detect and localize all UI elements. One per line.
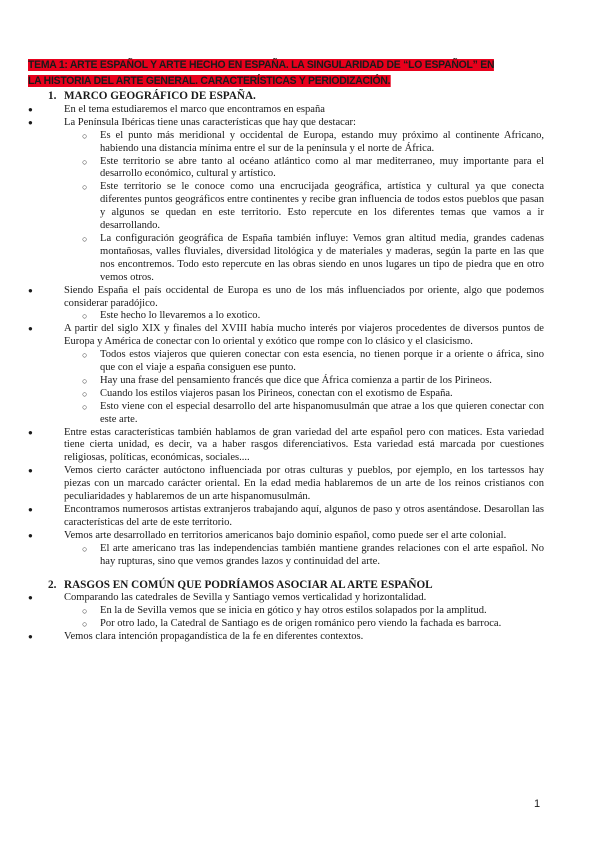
document-body: [28, 90, 544, 644]
bullet-item: ● Vemos clara intención propagandística de la fe en diferentes contextos.: [28, 631, 544, 644]
sub-bullet-item: ○ El arte americano tras las independencias también mantiene grandes relaciones con el arte español. No hay rupturas, sino que vemos grandes lazos y continuidad del arte.: [28, 543, 544, 569]
bullet-item: ● A partir del siglo XIX y finales del XVIII había mucho interés por viajeros procedentes de diversos puntos de Europa y América de conectar con lo oriental y exótico que rompe con lo clásico y el clasicismo.: [28, 323, 544, 349]
bullet-item: ● Siendo España el país occidental de Europa es uno de los más influenciados por oriente, algo que podemos considerar paradójico.: [28, 285, 544, 311]
bullet-item: ● Entre estas características también hablamos de gran variedad del arte español pero con matices. Esta variedad tiene cierta unidad, es decir, va a haber rasgos diferenciativos. Esta variedad está marcada por cuestiones religiosas, políticas, económicas, sociales....: [28, 427, 544, 466]
bullet-item: ● Encontramos numerosos artistas extranjeros trabajando aquí, algunos de paso y otros asentándose. Desarollan las características del arte de este territorio.: [28, 504, 544, 530]
sub-bullet-item: ○ Esto viene con el especial desarrollo del arte hispanomusulmán que atrae a los que quieren conectar con este arte.: [28, 401, 544, 427]
section-number: 1.: [48, 90, 57, 102]
sub-bullet-item: ○ Por otro lado, la Catedral de Santiago es de origen románico pero viendo la fachada es barroca.: [28, 618, 544, 631]
title-highlight: TEMA 1: ARTE ESPAÑOL Y ARTE HECHO EN ESPAÑA. LA SINGULARIDAD DE “LO ESPAÑOL” EN LA HISTORIA DEL ARTE GENERAL. CARACTERÍSTICAS Y PERIODIZACIÓN.: [28, 59, 495, 87]
sub-bullet-item: ○ Hay una frase del pensamiento francés que dice que África comienza a partir de los Pirineos.: [28, 375, 544, 388]
sub-bullet-item: ○ Este territorio se abre tanto al océano atlántico como al mar mediterraneo, muy importante para el desarrollo económico, cultural y artístico.: [28, 156, 544, 182]
sub-bullet-item: ○ Es el punto más meridional y occidental de Europa, estando muy próximo al continente Africano, habiendo una distancia mínima entre el sur de la península y el norte de África.: [28, 130, 544, 156]
page-number: 1: [534, 798, 541, 810]
section-2-heading: [48, 579, 544, 592]
sub-bullet-item: ○ Este hecho lo llevaremos a lo exotico.: [28, 310, 544, 323]
document-title: [28, 58, 508, 89]
section-title: MARCO GEOGRÁFICO DE ESPAÑA.: [64, 90, 256, 102]
sub-bullet-item: ○ Este territorio se le conoce como una encrucijada geográfica, artística y cultural ya que conecta diferentes puntos geográficos entre continentes y recibe gran influencia de todos estos pueblos que pasan y algunos se quedan en este territorio. Esto repercute en los diferentes temas que vamos a ir desarrollando.: [28, 181, 544, 233]
sub-bullet-item: ○ En la de Sevilla vemos que se inicia en gótico y hay otros estilos solapados por la amplitud.: [28, 605, 544, 618]
sub-bullet-item: ○ La configuración geográfica de España también influye: Vemos gran altitud media, grandes cadenas montañosas, valles fluviales, diversidad litológica y de materiales y maderas, según la parte en las que nos encontremos. Todo esto repercute en las obras siendo en unos lugares un tipo de piedra que en otro vemos otros.: [28, 233, 544, 285]
bullet-item: ● La Península Ibéricas tiene unas características que hay que destacar:: [28, 117, 544, 130]
section-1-heading: [48, 90, 544, 103]
section-number: 2.: [48, 578, 57, 591]
sub-bullet-item: ○ Cuando los estilos viajeros pasan los Pirineos, conectan con el exotismo de España.: [28, 388, 544, 401]
bullet-item: ● Comparando las catedrales de Sevilla y Santiago vemos verticalidad y horizontalidad.: [28, 592, 544, 605]
bullet-item: ● Vemos cierto carácter autóctono influenciada por otras culturas y pueblos, por ejemplo, en los tartessos hay piezas con un marcado carácter oriental. En la edad media hablaremos de un arte de los reinos cristianos con peculiaridades y hablaremos de un arte hispanomusulmán.: [28, 465, 544, 504]
sub-bullet-item: ○ Todos estos viajeros que quieren conectar con esta esencia, no tienen porque ir a oriente o áfrica, sino que con el viaje a españa consiguen ese punto.: [28, 349, 544, 375]
bullet-item: ● Vemos arte desarrollado en territorios americanos bajo dominio español, como puede ser el arte colonial.: [28, 530, 544, 543]
section-title: RASGOS EN COMÚN QUE PODRÍAMOS ASOCIAR AL ARTE ESPAÑOL: [64, 578, 433, 591]
bullet-item: ● En el tema estudiaremos el marco que encontramos en españa: [28, 104, 544, 117]
